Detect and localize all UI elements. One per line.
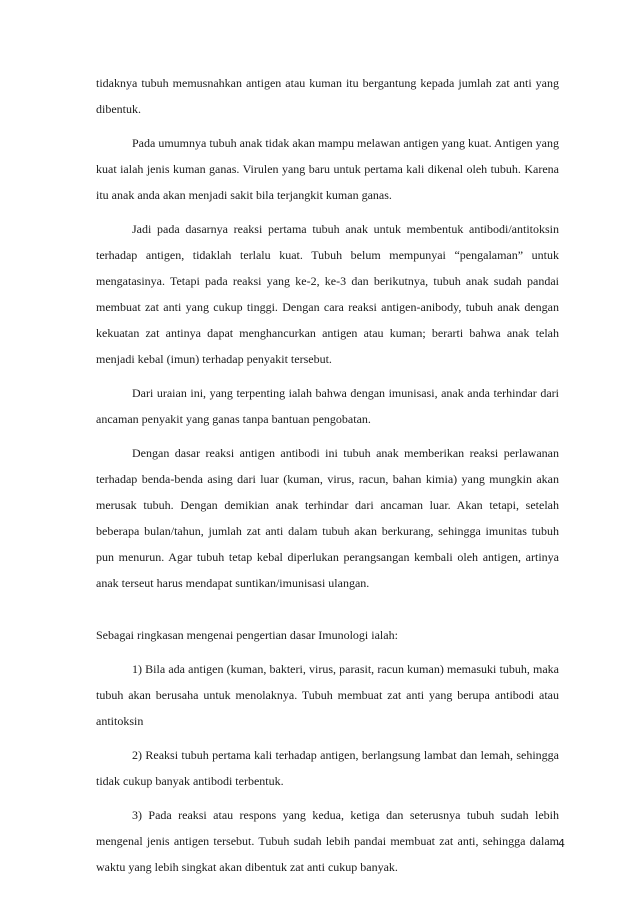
paragraph-strong-antigen: Pada umumnya tubuh anak tidak akan mampu melawan antigen yang kuat. Antigen yang kuat ialah jenis kuman ganas. Virulen yang baru untuk pertama kali dikenal oleh tubuh. Karena itu anak anda akan menjadi sakit bila terjangkit kuman ganas. — [96, 136, 559, 202]
summary-intro: Sebagai ringkasan mengenai pengertian dasar Imunologi ialah: — [96, 628, 398, 642]
page-number: 4 — [558, 837, 565, 850]
document-body — [96, 70, 559, 880]
summary-point-3: 3) Pada reaksi atau respons yang kedua, ketiga dan seterusnya tubuh sudah lebih mengenal jenis antigen tersebut. Tubuh sudah lebih pandai membuat zat anti, sehingga dalam waktu yang lebih singkat akan dibentuk zat anti cukup banyak. — [96, 808, 559, 874]
summary-point-1: 1) Bila ada antigen (kuman, bakteri, virus, parasit, racun kuman) memasuki tubuh, maka tubuh akan berusaha untuk menolaknya. Tubuh membuat zat anti yang berupa antibodi atau antitoksin — [96, 662, 559, 728]
paragraph-first-reaction: Jadi pada dasarnya reaksi pertama tubuh anak untuk membentuk antibodi/antitoksin terhadap antigen, tidaklah terlalu kuat. Tubuh belum mempunyai “pengalaman” untuk mengatasinya. Tetapi pada reaksi yang ke-2, ke-3 dan berikutnya, tubuh anak sudah pandai membuat zat anti yang cukup tinggi. Dengan cara reaksi antigen-anibody, tubuh anak dengan kekuatan zat antinya dapat menghancurkan antigen atau kuman; berarti bahwa anak telah menjadi kebal (imun) terhadap penyakit tersebut. — [96, 222, 559, 366]
paragraph-continuation: tidaknya tubuh memusnahkan antigen atau kuman itu bergantung kepada jumlah zat anti yang dibentuk. — [96, 76, 559, 116]
summary-point-2: 2) Reaksi tubuh pertama kali terhadap antigen, berlangsung lambat dan lemah, sehingga tidak cukup banyak antibodi terbentuk. — [96, 748, 559, 788]
paragraph-immunization-importance: Dari uraian ini, yang terpenting ialah bahwa dengan imunisasi, anak anda terhindar dari ancaman penyakit yang ganas tanpa bantuan pengobatan. — [96, 386, 559, 426]
paragraph-antigen-antibody-reaction: Dengan dasar reaksi antigen antibodi ini tubuh anak memberikan reaksi perlawanan terhadap benda-benda asing dari luar (kuman, virus, racun, bahan kimia) yang mungkin akan merusak tubuh. Dengan demikian anak terhindar dari ancaman luar. Akan tetapi, setelah beberapa bulan/tahun, jumlah zat anti dalam tubuh akan berkurang, sehingga imunitas tubuh pun menurun. Agar tubuh tetap kebal diperlukan perangsangan kembali oleh antigen, artinya anak terseut harus mendapat suntikan/imunisasi ulangan. — [96, 446, 559, 590]
